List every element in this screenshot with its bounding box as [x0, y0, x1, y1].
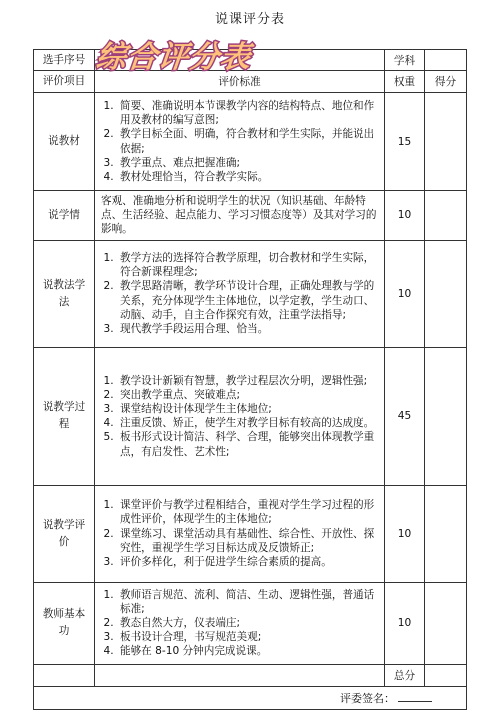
row-score-cell[interactable]	[425, 485, 467, 582]
row-item: 说教法学法	[34, 240, 95, 347]
criteria-item: 2. 教学思路清晰，教学环节设计合理，正确处理教与学的关系，充分体现学生主体地位，以学定教，学生动口、动脑、动手，自主合作探究有效，注重学法指导;	[117, 279, 378, 322]
row-score-cell[interactable]	[425, 191, 467, 241]
table-row	[34, 191, 467, 241]
criteria-item: 3. 评价多样化，利于促进学生综合素质的提高。	[117, 555, 378, 569]
column-item: 评价项目	[34, 71, 95, 93]
criteria-item: 1. 教学设计新颖有智慧，教学过程层次分明，逻辑性强;	[117, 374, 378, 388]
subject-value[interactable]	[425, 50, 467, 71]
row-weight: 10	[385, 191, 425, 241]
criteria-item: 2. 突出教学重点、突破难点;	[117, 388, 378, 402]
table-row	[34, 93, 467, 191]
criteria-item: 4. 能够在 8-10 分钟内完成说课。	[117, 644, 378, 658]
column-criteria: 评价标准	[95, 71, 385, 93]
table-row	[34, 582, 467, 664]
total-score-cell[interactable]	[425, 664, 467, 686]
row-criteria	[95, 240, 385, 347]
criteria-item: 1. 教学方法的选择符合教学原理，切合教材和学生实际，符合新课程理念;	[117, 251, 378, 279]
criteria-item: 3. 板书设计合理，书写规范美观;	[117, 630, 378, 644]
signature-blank[interactable]	[398, 692, 432, 702]
criteria-item: 1. 简要、准确说明本节课教学内容的结构特点、地位和作用及教材的编写意图;	[117, 99, 378, 127]
table-row	[34, 347, 467, 485]
criteria-text: 客观、准确地分析和说明学生的状况（知识基础、年龄特点、生活经验、起点能力、学习习惯态度等）及其对学习的影响。	[101, 195, 377, 236]
criteria-item: 3. 现代教学手段运用合理、恰当。	[117, 322, 378, 336]
column-weight: 权重	[385, 71, 425, 93]
rating-table	[33, 49, 467, 710]
criteria-item: 5. 板书形式设计简洁、科学、合理，能够突出体现教学重点，有启发性、艺术性;	[117, 430, 378, 458]
row-item: 说学情	[34, 191, 95, 241]
criteria-item: 4. 教材处理恰当，符合教学实际。	[117, 170, 378, 184]
row-item: 说教学评价	[34, 485, 95, 582]
row-weight: 10	[385, 240, 425, 347]
row-item: 教师基本功	[34, 582, 95, 664]
column-score: 得分	[425, 71, 467, 93]
row-item: 说教学过程	[34, 347, 95, 485]
row-criteria	[95, 93, 385, 191]
total-empty-cell	[34, 664, 95, 686]
row-item: 说教材	[34, 93, 95, 191]
row-criteria	[95, 191, 385, 241]
signature-cell	[34, 686, 467, 709]
criteria-item: 3. 课堂结构设计体现学生主体地位;	[117, 402, 378, 416]
criteria-item: 3. 教学重点、难点把握准确;	[117, 156, 378, 170]
row-score-cell[interactable]	[425, 93, 467, 191]
contestant-no-label: 选手序号	[34, 50, 95, 71]
row-weight: 45	[385, 347, 425, 485]
row-weight: 10	[385, 582, 425, 664]
row-weight: 15	[385, 93, 425, 191]
criteria-item: 2. 教学目标全面、明确，符合教材和学生实际，并能说出依据;	[117, 127, 378, 155]
signature-row	[34, 686, 467, 709]
row-score-cell[interactable]	[425, 347, 467, 485]
overlay-title-sticker: 综合评分表	[94, 40, 253, 75]
row-criteria	[95, 485, 385, 582]
criteria-item: 1. 教师语言规范、流利、简洁、生动、逻辑性强，普通话标准;	[117, 588, 378, 616]
criteria-item: 4. 注重反馈、矫正，使学生对教学目标有较高的达成度。	[117, 416, 378, 430]
row-weight: 10	[385, 485, 425, 582]
subject-label: 学科	[385, 50, 425, 71]
row-criteria	[95, 582, 385, 664]
table-row	[34, 485, 467, 582]
table-row	[34, 240, 467, 347]
total-empty-cell	[95, 664, 385, 686]
criteria-item: 1. 课堂评价与教学过程相结合，重视对学生学习过程的形成性评价，体现学生的主体地位;	[117, 498, 378, 526]
total-row	[34, 664, 467, 686]
criteria-item: 2. 教态自然大方，仪表端庄;	[117, 616, 378, 630]
row-score-cell[interactable]	[425, 240, 467, 347]
criteria-item: 2. 课堂练习、课堂活动具有基础性、综合性、开放性、探究性，重视学生学习目标达成及反馈矫正;	[117, 527, 378, 555]
row-criteria	[95, 347, 385, 485]
judge-signature-label: 评委签名：	[340, 691, 395, 705]
total-label: 总分	[385, 664, 425, 686]
row-score-cell[interactable]	[425, 582, 467, 664]
document-title: 说课评分表	[214, 12, 285, 27]
